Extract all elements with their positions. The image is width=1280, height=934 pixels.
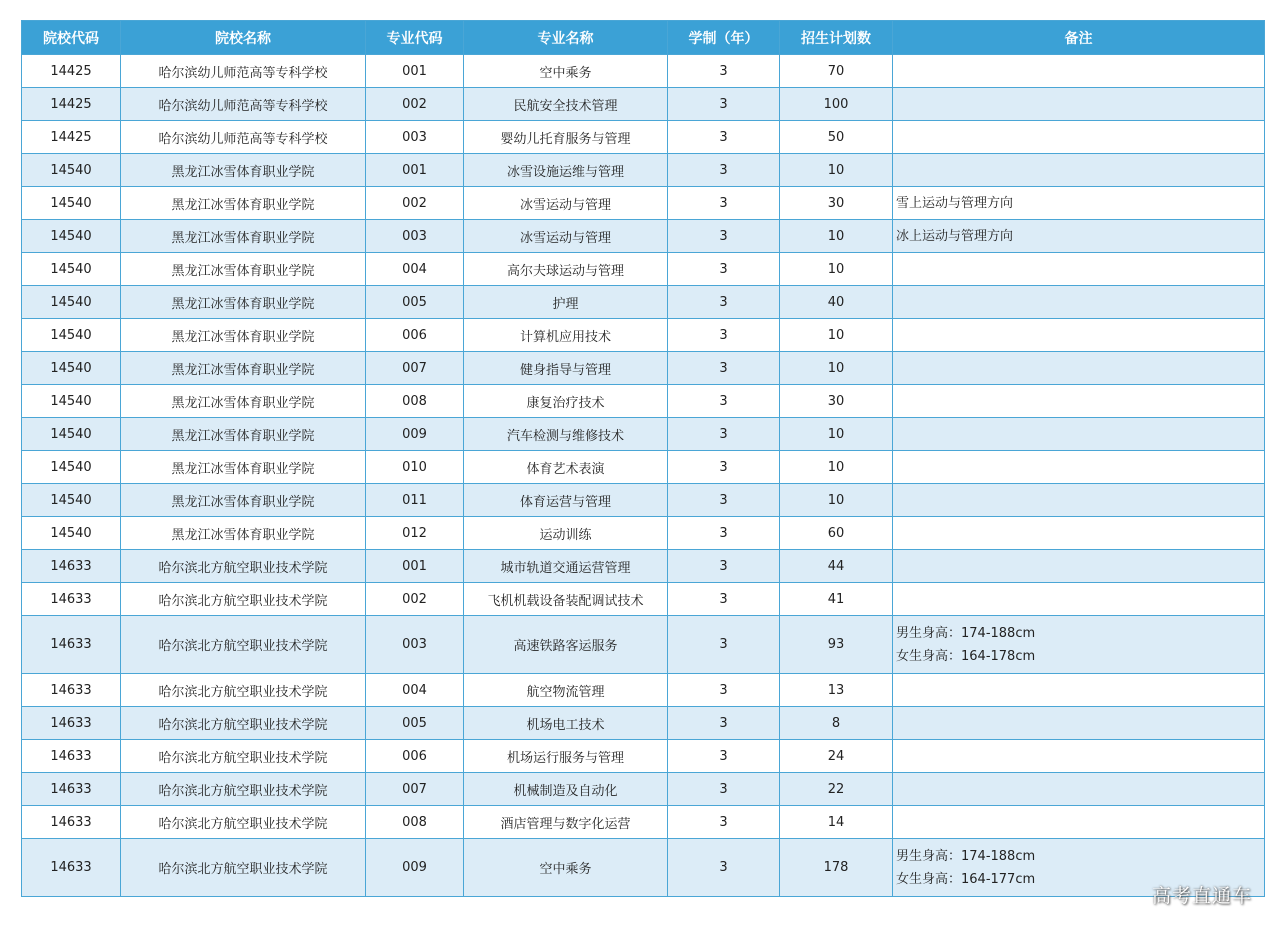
cell-major-name: 民航安全技术管理 — [464, 88, 668, 121]
cell-duration: 3 — [668, 616, 780, 674]
cell-enrollment-plan: 50 — [780, 121, 893, 154]
table-row — [22, 352, 1265, 385]
cell-enrollment-plan: 10 — [780, 418, 893, 451]
cell-duration: 3 — [668, 583, 780, 616]
note-line: 男生身高：174-188cm — [896, 625, 1036, 641]
cell-notes — [893, 616, 1265, 674]
cell-duration: 3 — [668, 517, 780, 550]
note-line: 男生身高：174-188cm — [896, 848, 1036, 864]
table-row — [22, 839, 1265, 897]
cell-school-name: 哈尔滨北方航空职业技术学院 — [121, 550, 366, 583]
cell-notes — [893, 740, 1265, 773]
cell-school-name: 黑龙江冰雪体育职业学院 — [121, 451, 366, 484]
cell-enrollment-plan: 30 — [780, 187, 893, 220]
cell-school-code: 14425 — [22, 88, 121, 121]
cell-enrollment-plan: 10 — [780, 220, 893, 253]
cell-major-code: 002 — [366, 187, 464, 220]
table-row — [22, 707, 1265, 740]
cell-school-name: 哈尔滨北方航空职业技术学院 — [121, 674, 366, 707]
cell-school-name: 黑龙江冰雪体育职业学院 — [121, 484, 366, 517]
cell-major-code: 010 — [366, 451, 464, 484]
cell-school-code: 14540 — [22, 220, 121, 253]
table-row — [22, 583, 1265, 616]
cell-school-name: 哈尔滨北方航空职业技术学院 — [121, 806, 366, 839]
cell-notes — [893, 286, 1265, 319]
cell-major-name: 冰雪设施运维与管理 — [464, 154, 668, 187]
cell-major-code: 001 — [366, 550, 464, 583]
header-duration: 学制（年） — [668, 21, 780, 55]
cell-enrollment-plan: 10 — [780, 484, 893, 517]
cell-enrollment-plan: 22 — [780, 773, 893, 806]
cell-school-code: 14633 — [22, 839, 121, 897]
cell-major-name: 冰雪运动与管理 — [464, 220, 668, 253]
table-row — [22, 773, 1265, 806]
cell-notes — [893, 418, 1265, 451]
table-row — [22, 616, 1265, 674]
cell-school-code: 14540 — [22, 154, 121, 187]
cell-notes — [893, 484, 1265, 517]
cell-notes — [893, 773, 1265, 806]
cell-major-code: 001 — [366, 154, 464, 187]
table-row — [22, 55, 1265, 88]
note-line: 雪上运动与管理方向 — [896, 195, 1014, 211]
header-row — [22, 21, 1265, 55]
cell-major-code: 006 — [366, 740, 464, 773]
cell-notes — [893, 319, 1265, 352]
table-row — [22, 674, 1265, 707]
cell-notes — [893, 187, 1265, 220]
cell-school-name: 黑龙江冰雪体育职业学院 — [121, 253, 366, 286]
cell-notes — [893, 55, 1265, 88]
table-row — [22, 451, 1265, 484]
cell-school-code: 14633 — [22, 707, 121, 740]
table-row — [22, 286, 1265, 319]
cell-major-code: 006 — [366, 319, 464, 352]
cell-duration: 3 — [668, 253, 780, 286]
cell-major-name: 体育运营与管理 — [464, 484, 668, 517]
cell-school-name: 黑龙江冰雪体育职业学院 — [121, 319, 366, 352]
cell-school-name: 哈尔滨幼儿师范高等专科学校 — [121, 121, 366, 154]
cell-major-name: 汽车检测与维修技术 — [464, 418, 668, 451]
cell-duration: 3 — [668, 154, 780, 187]
cell-notes — [893, 674, 1265, 707]
cell-school-code: 14633 — [22, 806, 121, 839]
cell-school-code: 14633 — [22, 550, 121, 583]
cell-major-name: 计算机应用技术 — [464, 319, 668, 352]
cell-school-code: 14633 — [22, 674, 121, 707]
table-row — [22, 88, 1265, 121]
cell-school-name: 黑龙江冰雪体育职业学院 — [121, 220, 366, 253]
cell-major-name: 体育艺术表演 — [464, 451, 668, 484]
cell-major-code: 007 — [366, 773, 464, 806]
cell-school-name: 黑龙江冰雪体育职业学院 — [121, 418, 366, 451]
cell-notes — [893, 385, 1265, 418]
cell-enrollment-plan: 30 — [780, 385, 893, 418]
cell-notes — [893, 154, 1265, 187]
table-row — [22, 253, 1265, 286]
cell-school-code: 14540 — [22, 187, 121, 220]
table-row — [22, 484, 1265, 517]
cell-major-name: 空中乘务 — [464, 55, 668, 88]
cell-major-code: 002 — [366, 88, 464, 121]
admissions-table — [21, 20, 1265, 897]
cell-major-code: 005 — [366, 707, 464, 740]
header-major-name: 专业名称 — [464, 21, 668, 55]
cell-major-name: 康复治疗技术 — [464, 385, 668, 418]
cell-duration: 3 — [668, 451, 780, 484]
cell-major-name: 健身指导与管理 — [464, 352, 668, 385]
cell-notes — [893, 806, 1265, 839]
cell-school-name: 哈尔滨北方航空职业技术学院 — [121, 740, 366, 773]
cell-notes — [893, 517, 1265, 550]
cell-notes — [893, 88, 1265, 121]
cell-school-code: 14633 — [22, 773, 121, 806]
cell-school-code: 14540 — [22, 352, 121, 385]
cell-duration: 3 — [668, 740, 780, 773]
cell-major-code: 008 — [366, 385, 464, 418]
cell-enrollment-plan: 24 — [780, 740, 893, 773]
cell-major-name: 高尔夫球运动与管理 — [464, 253, 668, 286]
table-row — [22, 319, 1265, 352]
cell-duration: 3 — [668, 319, 780, 352]
cell-major-name: 冰雪运动与管理 — [464, 187, 668, 220]
table-row — [22, 121, 1265, 154]
cell-duration: 3 — [668, 352, 780, 385]
cell-major-name: 机场电工技术 — [464, 707, 668, 740]
cell-major-code: 004 — [366, 674, 464, 707]
cell-major-name: 航空物流管理 — [464, 674, 668, 707]
cell-school-code: 14425 — [22, 121, 121, 154]
cell-duration: 3 — [668, 88, 780, 121]
cell-major-code: 004 — [366, 253, 464, 286]
cell-school-code: 14425 — [22, 55, 121, 88]
cell-school-name: 哈尔滨北方航空职业技术学院 — [121, 616, 366, 674]
cell-major-name: 空中乘务 — [464, 839, 668, 897]
cell-enrollment-plan: 70 — [780, 55, 893, 88]
cell-notes — [893, 451, 1265, 484]
cell-school-name: 哈尔滨幼儿师范高等专科学校 — [121, 88, 366, 121]
cell-school-name: 黑龙江冰雪体育职业学院 — [121, 517, 366, 550]
cell-notes — [893, 707, 1265, 740]
cell-school-code: 14540 — [22, 319, 121, 352]
cell-duration: 3 — [668, 839, 780, 897]
cell-major-code: 003 — [366, 616, 464, 674]
cell-school-name: 黑龙江冰雪体育职业学院 — [121, 352, 366, 385]
cell-duration: 3 — [668, 773, 780, 806]
cell-major-code: 003 — [366, 121, 464, 154]
table-row — [22, 220, 1265, 253]
cell-duration: 3 — [668, 550, 780, 583]
cell-major-code: 011 — [366, 484, 464, 517]
cell-enrollment-plan: 10 — [780, 253, 893, 286]
table-row — [22, 385, 1265, 418]
cell-notes — [893, 121, 1265, 154]
cell-duration: 3 — [668, 55, 780, 88]
cell-enrollment-plan: 93 — [780, 616, 893, 674]
cell-school-name: 黑龙江冰雪体育职业学院 — [121, 286, 366, 319]
header-school-code: 院校代码 — [22, 21, 121, 55]
cell-duration: 3 — [668, 674, 780, 707]
cell-school-code: 14540 — [22, 385, 121, 418]
cell-major-name: 飞机机载设备装配调试技术 — [464, 583, 668, 616]
header-notes: 备注 — [893, 21, 1265, 55]
cell-school-code: 14540 — [22, 517, 121, 550]
cell-school-code: 14633 — [22, 740, 121, 773]
cell-major-name: 城市轨道交通运营管理 — [464, 550, 668, 583]
cell-major-code: 009 — [366, 839, 464, 897]
cell-school-name: 哈尔滨北方航空职业技术学院 — [121, 773, 366, 806]
cell-major-name: 机械制造及自动化 — [464, 773, 668, 806]
cell-major-name: 酒店管理与数字化运营 — [464, 806, 668, 839]
note-line: 女生身高：164-177cm — [896, 871, 1036, 887]
table-row — [22, 550, 1265, 583]
cell-notes — [893, 550, 1265, 583]
cell-duration: 3 — [668, 385, 780, 418]
watermark: 高考直通车 — [1151, 885, 1252, 907]
table-body — [22, 55, 1265, 897]
cell-school-code: 14540 — [22, 253, 121, 286]
cell-school-name: 哈尔滨北方航空职业技术学院 — [121, 707, 366, 740]
table-row — [22, 517, 1265, 550]
cell-enrollment-plan: 13 — [780, 674, 893, 707]
cell-duration: 3 — [668, 286, 780, 319]
cell-major-code: 012 — [366, 517, 464, 550]
cell-school-name: 黑龙江冰雪体育职业学院 — [121, 154, 366, 187]
cell-school-code: 14540 — [22, 286, 121, 319]
cell-major-code: 002 — [366, 583, 464, 616]
cell-school-name: 哈尔滨北方航空职业技术学院 — [121, 839, 366, 897]
cell-notes — [893, 220, 1265, 253]
header-school-name: 院校名称 — [121, 21, 366, 55]
cell-major-name: 机场运行服务与管理 — [464, 740, 668, 773]
cell-enrollment-plan: 10 — [780, 154, 893, 187]
cell-enrollment-plan: 60 — [780, 517, 893, 550]
cell-school-name: 黑龙江冰雪体育职业学院 — [121, 187, 366, 220]
cell-major-code: 003 — [366, 220, 464, 253]
cell-major-code: 005 — [366, 286, 464, 319]
table-row — [22, 418, 1265, 451]
table-row — [22, 187, 1265, 220]
cell-duration: 3 — [668, 484, 780, 517]
cell-school-code: 14540 — [22, 451, 121, 484]
cell-duration: 3 — [668, 806, 780, 839]
cell-school-name: 哈尔滨北方航空职业技术学院 — [121, 583, 366, 616]
cell-school-code: 14540 — [22, 484, 121, 517]
header-major-code: 专业代码 — [366, 21, 464, 55]
cell-school-code: 14540 — [22, 418, 121, 451]
header-enrollment-plan: 招生计划数 — [780, 21, 893, 55]
cell-school-code: 14633 — [22, 583, 121, 616]
cell-enrollment-plan: 10 — [780, 451, 893, 484]
cell-major-code: 007 — [366, 352, 464, 385]
cell-major-code: 001 — [366, 55, 464, 88]
cell-notes — [893, 583, 1265, 616]
cell-duration: 3 — [668, 121, 780, 154]
table-row — [22, 740, 1265, 773]
cell-school-code: 14633 — [22, 616, 121, 674]
cell-enrollment-plan: 14 — [780, 806, 893, 839]
cell-major-code: 008 — [366, 806, 464, 839]
cell-duration: 3 — [668, 418, 780, 451]
cell-major-name: 婴幼儿托育服务与管理 — [464, 121, 668, 154]
table-row — [22, 806, 1265, 839]
cell-duration: 3 — [668, 187, 780, 220]
cell-notes — [893, 253, 1265, 286]
cell-enrollment-plan: 40 — [780, 286, 893, 319]
cell-enrollment-plan: 8 — [780, 707, 893, 740]
cell-major-name: 运动训练 — [464, 517, 668, 550]
cell-school-name: 哈尔滨幼儿师范高等专科学校 — [121, 55, 366, 88]
cell-enrollment-plan: 44 — [780, 550, 893, 583]
cell-enrollment-plan: 41 — [780, 583, 893, 616]
cell-enrollment-plan: 178 — [780, 839, 893, 897]
cell-major-name: 高速铁路客运服务 — [464, 616, 668, 674]
cell-major-name: 护理 — [464, 286, 668, 319]
cell-school-name: 黑龙江冰雪体育职业学院 — [121, 385, 366, 418]
cell-notes — [893, 352, 1265, 385]
note-line: 冰上运动与管理方向 — [896, 228, 1014, 244]
table-row — [22, 154, 1265, 187]
cell-enrollment-plan: 10 — [780, 319, 893, 352]
note-line: 女生身高：164-178cm — [896, 648, 1036, 664]
cell-duration: 3 — [668, 220, 780, 253]
cell-duration: 3 — [668, 707, 780, 740]
cell-major-code: 009 — [366, 418, 464, 451]
cell-enrollment-plan: 100 — [780, 88, 893, 121]
cell-enrollment-plan: 10 — [780, 352, 893, 385]
